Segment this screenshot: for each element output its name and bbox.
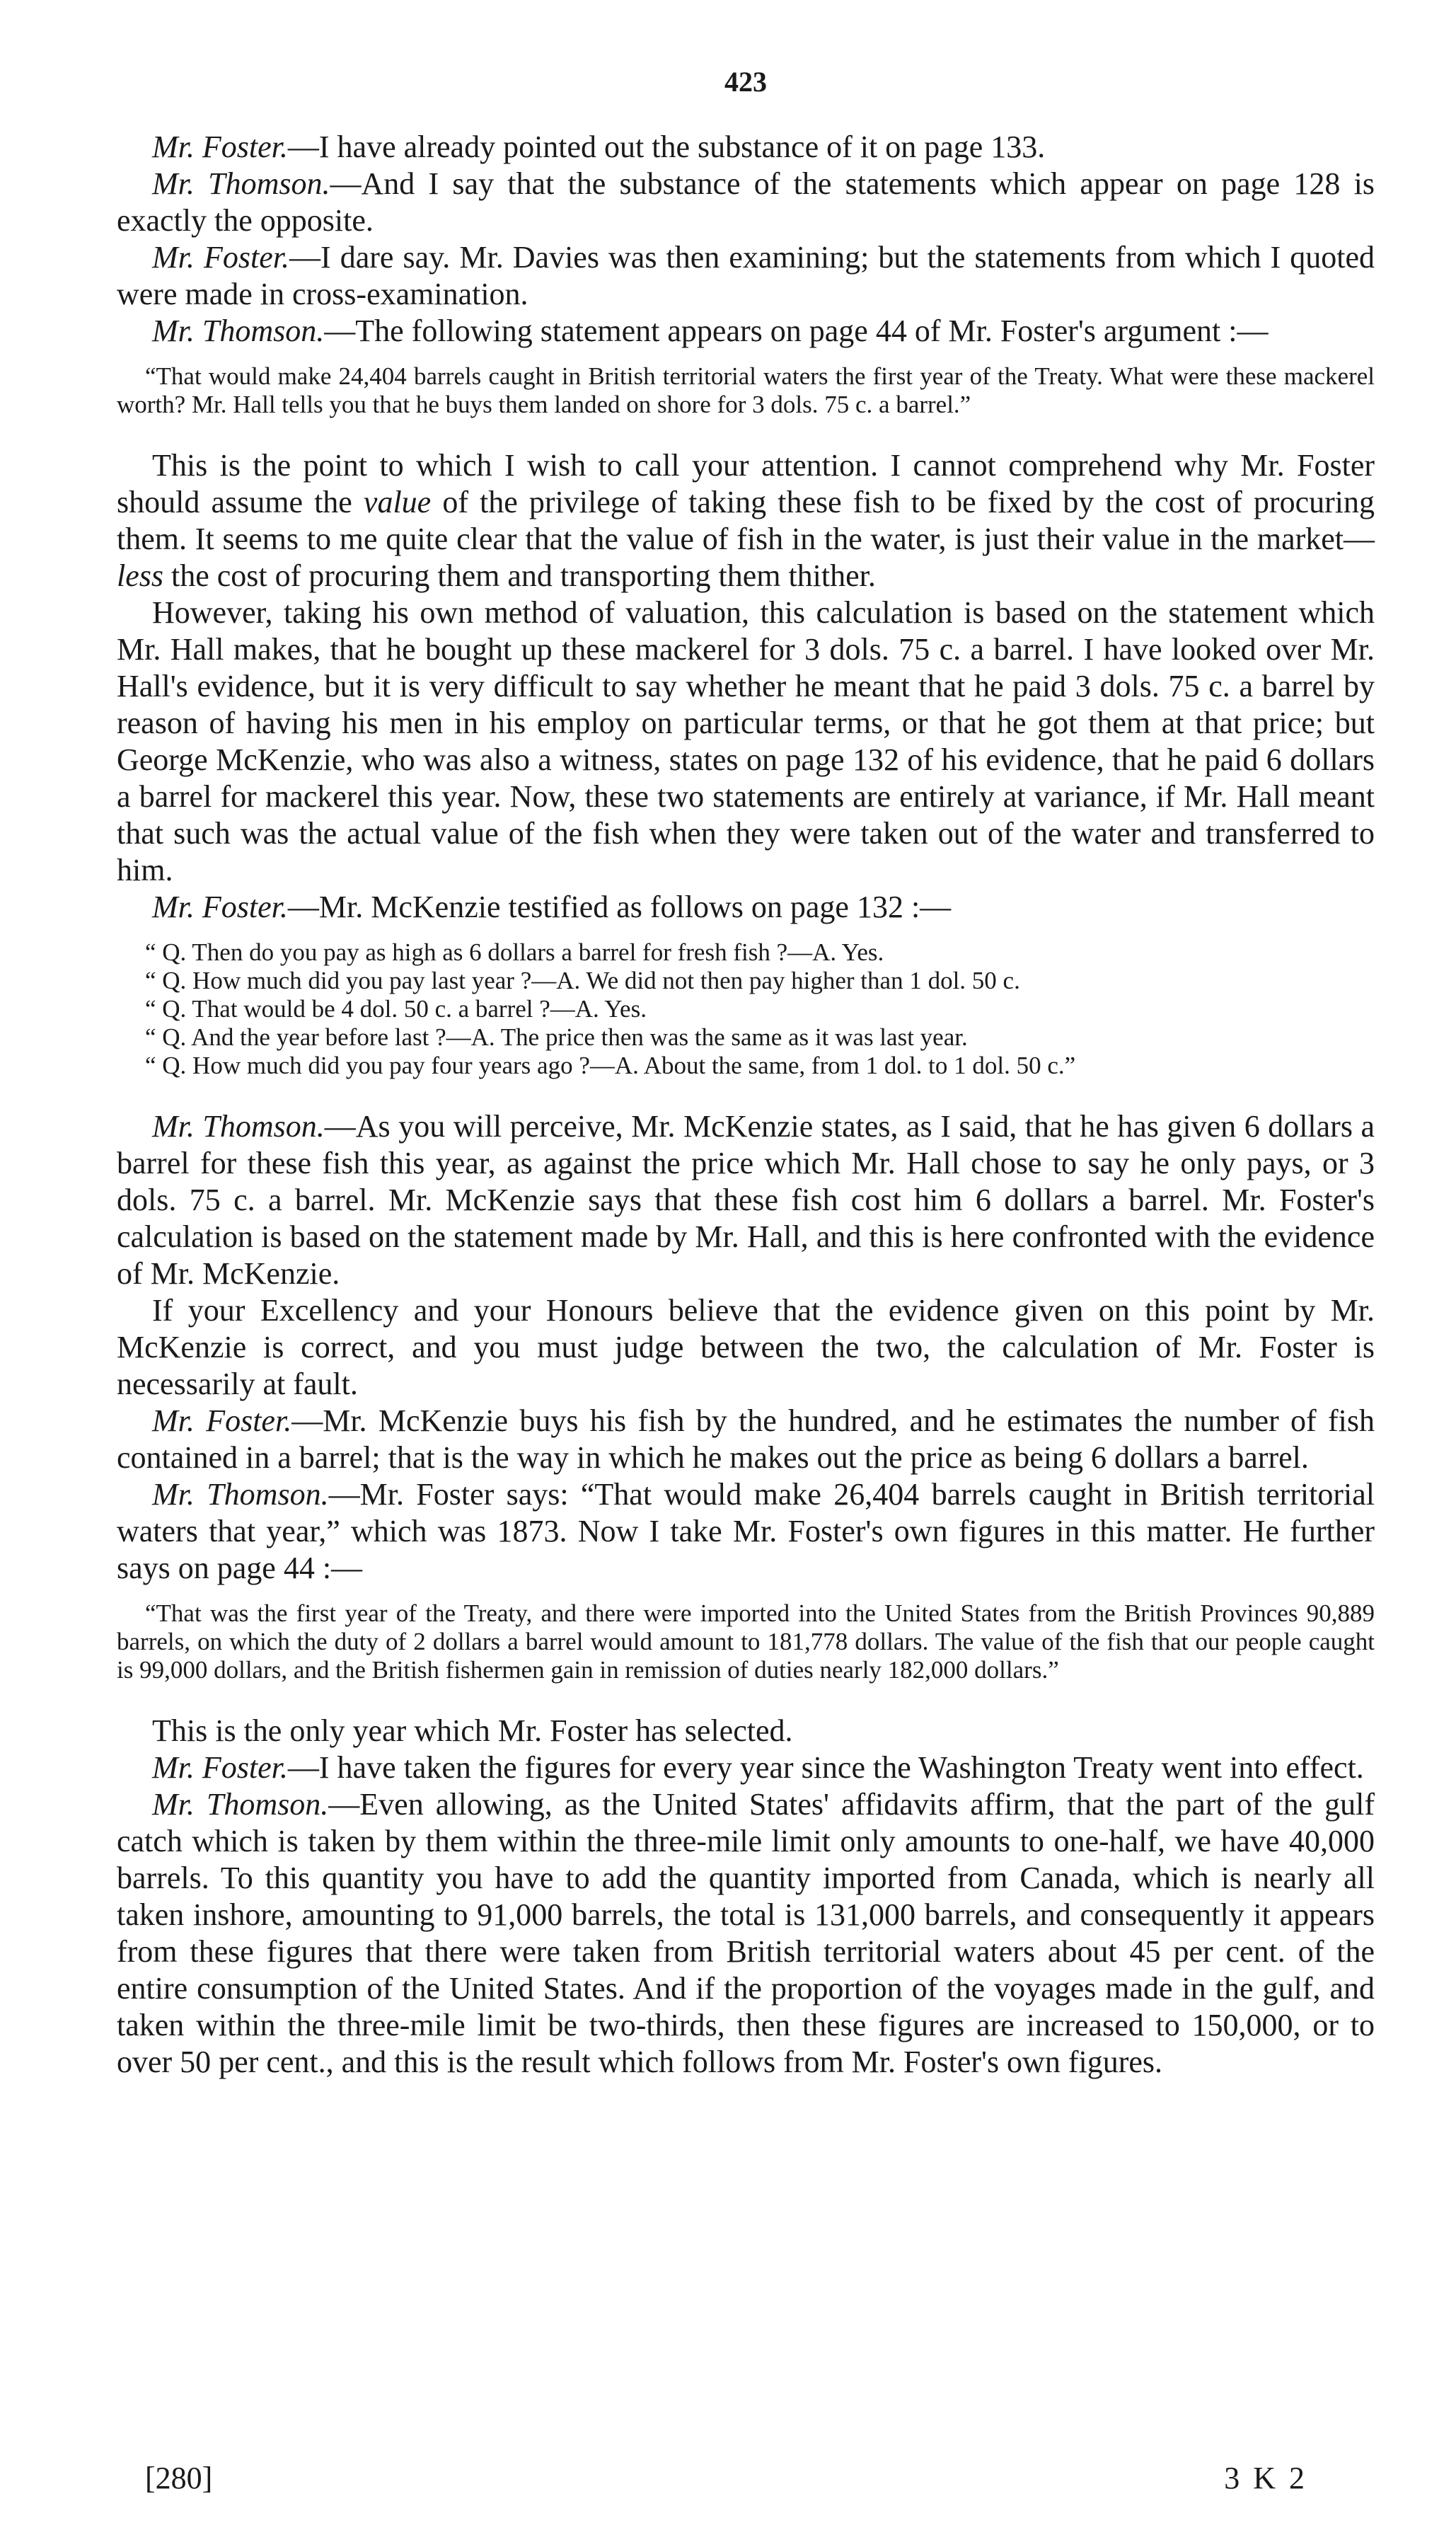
page-number: 423 bbox=[724, 66, 767, 98]
speaker-name: Mr. Thomson. bbox=[152, 314, 325, 348]
signature-mark: 3 K 2 bbox=[1224, 2461, 1307, 2495]
speech-text: —Mr. McKenzie buys his fish by the hundred, and he estimates the number of fish contained in a barrel; that is the way in which he makes out the price as being 6 dollars a barrel. bbox=[117, 1403, 1375, 1475]
speech-text: —Mr. McKenzie testified as follows on page 132 :— bbox=[287, 890, 952, 924]
block-quote-1: “That would make 24,404 barrels caught in British territorial waters the first year of the Treaty. What were these mackerel worth? Mr. Hall tells you that he buys them landed on shore for 3 dols. 75 c. a barrel.” bbox=[117, 362, 1375, 418]
emphasis-text: value bbox=[363, 485, 432, 519]
paragraph-6: However, taking his own method of valuation, this calculation is based on the statement which Mr. Hall makes, that he bought up these mackerel for 3 dols. 75 c. a barrel. I have looked over Mr. Hall's evidence, but it is very difficult to say whether he meant that he paid 3 dols. 75 c. a barrel by reason of having his men in his employ on particular terms, or that he got them at that price; but George McKenzie, who was also a witness, states on page 132 of his evidence, that he paid 6 dollars a barrel for mackerel this year. Now, these two statements are entirely at variance, if Mr. Hall meant that such was the actual value of the fish when they were taken out of the water and transferred to him. bbox=[117, 595, 1375, 887]
testimony-line: “ Q. How much did you pay last year ?—A. We did not then pay higher than 1 dol. 50 c. bbox=[145, 967, 1020, 994]
paragraph-8 bbox=[117, 1108, 1375, 1292]
paragraph-11 bbox=[117, 1476, 1375, 1587]
emphasis-text: less bbox=[117, 558, 163, 593]
speaker-name: Mr. Thomson. bbox=[152, 1787, 329, 1822]
paragraph-1 bbox=[117, 129, 1375, 166]
speaker-name: Mr. Thomson. bbox=[152, 1477, 329, 1512]
speech-text: —I have already pointed out the substance of it on page 133. bbox=[287, 130, 1046, 164]
paragraph-5 bbox=[117, 447, 1375, 594]
paragraph-4 bbox=[117, 313, 1375, 350]
testimony-list bbox=[145, 938, 1375, 1080]
speech-text: —And I say that the substance of the statements which appear on page 128 is exactly the opposite. bbox=[117, 166, 1375, 238]
speech-text: —I have taken the figures for every year since the Washington Treaty went into effect. bbox=[287, 1750, 1364, 1785]
testimony-line: “ Q. Then do you pay as high as 6 dollars a barrel for fresh fish ?—A. Yes. bbox=[145, 938, 884, 966]
page-footer bbox=[117, 2460, 1375, 2497]
speech-text: —As you will perceive, Mr. McKenzie states, as I said, that he has given 6 dollars a barrel for these fish this year, as against the price which Mr. Hall chose to say he only pays, or 3 dols. 75 c. a barrel. Mr. McKenzie says that these fish cost him 6 dollars a barrel. Mr. Foster's calculation is based on the statement made by Mr. Hall, and this is here confronted with the evidence of Mr. McKenzie. bbox=[117, 1109, 1375, 1291]
paragraph-14 bbox=[117, 1786, 1375, 2081]
speech-text: —Mr. Foster says: “That would make 26,404 barrels caught in British territorial waters that year,” which was 1873. Now I take Mr. Foster's own figures in this matter. He further says on page 44 :— bbox=[117, 1477, 1375, 1585]
text-segment: the cost of procuring them and transporting them thither. bbox=[163, 558, 876, 593]
speaker-name: Mr. Thomson. bbox=[152, 166, 330, 201]
paragraph-2 bbox=[117, 166, 1375, 239]
speaker-name: Mr. Foster. bbox=[152, 1403, 292, 1438]
testimony-line: “ Q. How much did you pay four years ago ?—A. About the same, from 1 dol. to 1 dol. 50 c.” bbox=[145, 1052, 1076, 1079]
block-quote-2: “That was the first year of the Treaty, and there were imported into the United States from the British Provinces 90,889 barrels, on which the duty of 2 dollars a barrel would amount to 181,778 dollars. The value of the fish that our people caught is 99,000 dollars, and the British fishermen gain in remission of duties nearly 182,000 dollars.” bbox=[117, 1599, 1375, 1684]
paragraph-3 bbox=[117, 239, 1375, 313]
paragraph-12: This is the only year which Mr. Foster has selected. bbox=[152, 1713, 793, 1748]
text-segment: of the privilege of taking these fish to be fixed by the cost of procuring them. It seems to me quite clear that the value of fish in the water, is just their value in the market— bbox=[117, 485, 1375, 556]
testimony-line: “ Q. And the year before last ?—A. The price then was the same as it was last year. bbox=[145, 1023, 968, 1051]
paragraph-10 bbox=[117, 1403, 1375, 1476]
speaker-name: Mr. Foster. bbox=[152, 240, 289, 275]
speaker-name: Mr. Foster. bbox=[152, 130, 288, 164]
testimony-line: “ Q. That would be 4 dol. 50 c. a barrel ?—A. Yes. bbox=[145, 995, 647, 1023]
paragraph-7 bbox=[117, 889, 1375, 926]
speech-text: —I dare say. Mr. Davies was then examining; but the statements from which I quoted were made in cross-examination. bbox=[117, 240, 1375, 311]
speech-text: —The following statement appears on page 44 of Mr. Foster's argument :— bbox=[324, 314, 1269, 348]
speaker-name: Mr. Thomson. bbox=[152, 1109, 325, 1144]
paragraph-13 bbox=[117, 1749, 1375, 1786]
speaker-name: Mr. Foster. bbox=[152, 890, 288, 924]
text-segment: This is the point to which I wish to call your attention. I cannot comprehend why Mr. Foster should assume the bbox=[117, 448, 1375, 519]
paragraph-9: If your Excellency and your Honours believe that the evidence given on this point by Mr. McKenzie is correct, and you must judge between the two, the calculation of Mr. Foster is necessarily at fault. bbox=[117, 1293, 1375, 1401]
print-number: [280] bbox=[145, 2461, 213, 2495]
speaker-name: Mr. Foster. bbox=[152, 1750, 288, 1785]
speech-text: —Even allowing, as the United States' affidavits affirm, that the part of the gulf catch which is taken by them within the three-mile limit only amounts to one-half, we have 40,000 barrels. To this quantity you have to add the quantity imported from Canada, which is nearly all taken inshore, amounting to 91,000 barrels, the total is 131,000 barrels, and consequently it appears from these figures that there were taken from British territorial waters about 45 per cent. of the entire consumption of the United States. And if the proportion of the voyages made in the gulf, and taken within the three-mile limit be two-thirds, then these figures are increased to 150,000, or to over 50 per cent., and this is the result which follows from Mr. Foster's own figures. bbox=[117, 1787, 1375, 2079]
